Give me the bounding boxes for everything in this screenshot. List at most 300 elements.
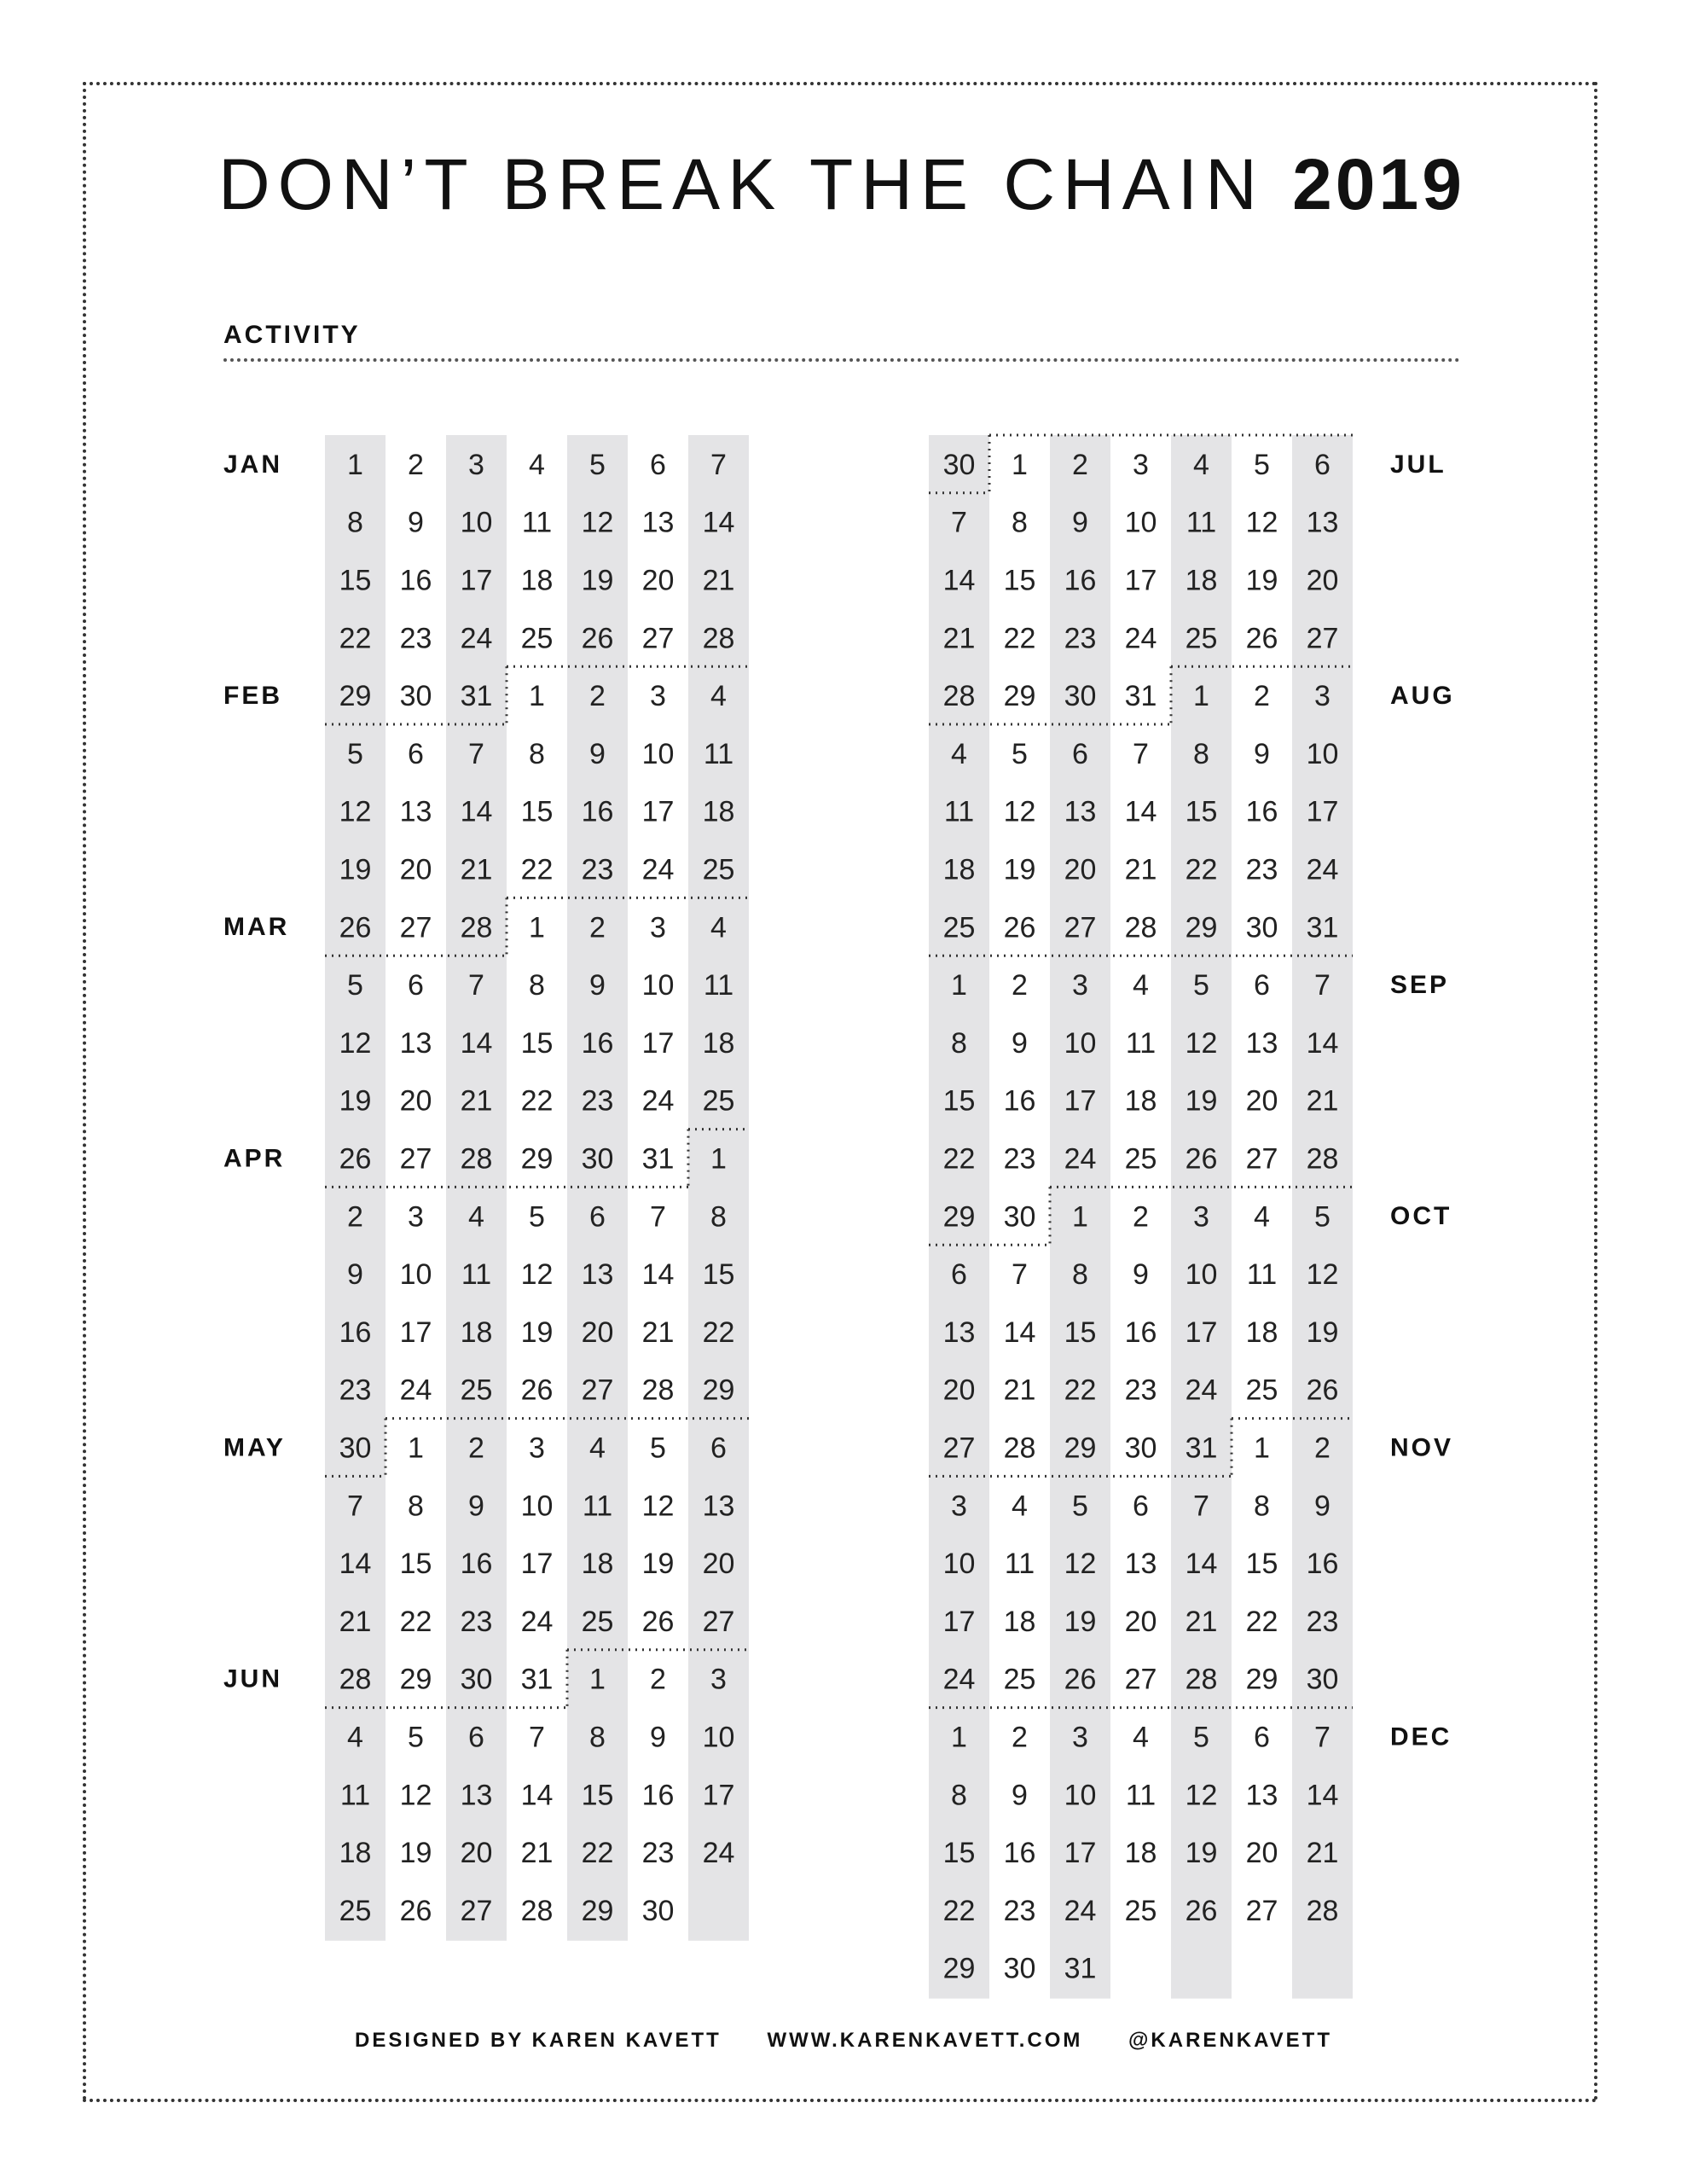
day-cell[interactable]: 21	[942, 622, 976, 655]
day-cell[interactable]: 3	[951, 1490, 967, 1523]
day-cell[interactable]: 1	[529, 911, 545, 944]
day-cell[interactable]: 14	[1124, 795, 1157, 828]
day-cell[interactable]: 13	[581, 1258, 614, 1292]
day-cell[interactable]: 10	[1185, 1258, 1218, 1292]
day-cell[interactable]: 6	[650, 448, 666, 481]
day-cell[interactable]: 24	[641, 1084, 675, 1118]
day-cell[interactable]: 7	[951, 506, 967, 539]
day-cell[interactable]: 28	[460, 1142, 493, 1176]
day-cell[interactable]: 4	[710, 680, 727, 713]
day-cell[interactable]: 25	[942, 911, 976, 944]
day-cell[interactable]: 4	[1254, 1200, 1270, 1234]
day-cell[interactable]: 22	[1064, 1374, 1097, 1407]
day-cell[interactable]: 30	[1003, 1200, 1036, 1234]
day-cell[interactable]: 4	[1012, 1490, 1028, 1523]
day-cell[interactable]: 12	[1185, 1779, 1218, 1812]
day-cell[interactable]: 2	[650, 1663, 666, 1696]
day-cell[interactable]: 19	[1245, 564, 1278, 597]
day-cell[interactable]: 7	[1314, 969, 1330, 1002]
day-cell[interactable]: 24	[399, 1374, 432, 1407]
day-cell[interactable]: 30	[399, 680, 432, 713]
day-cell[interactable]: 22	[942, 1894, 976, 1927]
day-cell[interactable]: 21	[1185, 1605, 1218, 1638]
day-cell[interactable]: 10	[399, 1258, 432, 1292]
day-cell[interactable]: 23	[1003, 1142, 1036, 1176]
day-cell[interactable]: 26	[399, 1894, 432, 1927]
day-cell[interactable]: 5	[1012, 737, 1028, 770]
day-cell[interactable]: 19	[641, 1548, 675, 1581]
day-cell[interactable]: 23	[460, 1605, 493, 1638]
day-cell[interactable]: 5	[1193, 1721, 1209, 1754]
day-cell[interactable]: 26	[1245, 622, 1278, 655]
day-cell[interactable]: 22	[581, 1837, 614, 1870]
day-cell[interactable]: 17	[702, 1779, 735, 1812]
day-cell[interactable]: 14	[520, 1779, 554, 1812]
day-cell[interactable]: 3	[468, 448, 484, 481]
day-cell[interactable]: 1	[529, 680, 545, 713]
day-cell[interactable]: 29	[1064, 1432, 1097, 1465]
day-cell[interactable]: 8	[1193, 737, 1209, 770]
day-cell[interactable]: 15	[1185, 795, 1218, 828]
day-cell[interactable]: 30	[460, 1663, 493, 1696]
day-cell[interactable]: 25	[1185, 622, 1218, 655]
day-cell[interactable]: 12	[339, 1026, 372, 1060]
day-cell[interactable]: 12	[399, 1779, 432, 1812]
day-cell[interactable]: 9	[1254, 737, 1270, 770]
day-cell[interactable]: 23	[1306, 1605, 1339, 1638]
day-cell[interactable]: 20	[399, 853, 432, 886]
day-cell[interactable]: 6	[1254, 969, 1270, 1002]
day-cell[interactable]: 4	[951, 737, 967, 770]
day-cell[interactable]: 30	[1003, 1952, 1036, 1985]
day-cell[interactable]: 1	[408, 1432, 424, 1465]
day-cell[interactable]: 29	[1003, 680, 1036, 713]
day-cell[interactable]: 9	[408, 506, 424, 539]
day-cell[interactable]: 23	[1003, 1894, 1036, 1927]
day-cell[interactable]: 16	[1003, 1084, 1036, 1118]
day-cell[interactable]: 8	[1254, 1490, 1270, 1523]
day-cell[interactable]: 3	[1314, 680, 1330, 713]
day-cell[interactable]: 11	[1125, 1779, 1157, 1812]
day-cell[interactable]: 13	[1245, 1026, 1278, 1060]
day-cell[interactable]: 16	[1245, 795, 1278, 828]
day-cell[interactable]: 7	[710, 448, 727, 481]
day-cell[interactable]: 12	[1185, 1026, 1218, 1060]
day-cell[interactable]: 1	[347, 448, 363, 481]
day-cell[interactable]: 19	[1306, 1316, 1339, 1349]
day-cell[interactable]: 27	[1245, 1142, 1278, 1176]
day-cell[interactable]: 20	[1245, 1837, 1278, 1870]
day-cell[interactable]: 9	[1012, 1779, 1028, 1812]
day-cell[interactable]: 16	[1003, 1837, 1036, 1870]
day-cell[interactable]: 12	[641, 1490, 675, 1523]
day-cell[interactable]: 13	[1306, 506, 1339, 539]
day-cell[interactable]: 25	[460, 1374, 493, 1407]
day-cell[interactable]: 12	[1064, 1548, 1097, 1581]
day-cell[interactable]: 1	[1254, 1432, 1270, 1465]
day-cell[interactable]: 13	[460, 1779, 493, 1812]
day-cell[interactable]: 11	[703, 737, 734, 770]
day-cell[interactable]: 3	[710, 1663, 727, 1696]
day-cell[interactable]: 18	[339, 1837, 372, 1870]
day-cell[interactable]: 21	[460, 853, 493, 886]
day-cell[interactable]: 17	[1124, 564, 1157, 597]
day-cell[interactable]: 28	[1124, 911, 1157, 944]
day-cell[interactable]: 2	[1254, 680, 1270, 713]
day-cell[interactable]: 25	[1124, 1894, 1157, 1927]
day-cell[interactable]: 12	[581, 506, 614, 539]
day-cell[interactable]: 6	[1072, 737, 1088, 770]
day-cell[interactable]: 28	[1185, 1663, 1218, 1696]
day-cell[interactable]: 10	[641, 969, 675, 1002]
day-cell[interactable]: 15	[942, 1084, 976, 1118]
day-cell[interactable]: 14	[460, 1026, 493, 1060]
day-cell[interactable]: 16	[1306, 1548, 1339, 1581]
day-cell[interactable]: 14	[339, 1548, 372, 1581]
day-cell[interactable]: 11	[339, 1779, 371, 1812]
day-cell[interactable]: 12	[520, 1258, 554, 1292]
day-cell[interactable]: 10	[520, 1490, 554, 1523]
day-cell[interactable]: 15	[702, 1258, 735, 1292]
day-cell[interactable]: 27	[460, 1894, 493, 1927]
day-cell[interactable]: 24	[702, 1837, 735, 1870]
day-cell[interactable]: 18	[520, 564, 554, 597]
day-cell[interactable]: 25	[520, 622, 554, 655]
day-cell[interactable]: 1	[589, 1663, 606, 1696]
day-cell[interactable]: 26	[1185, 1894, 1218, 1927]
day-cell[interactable]: 26	[1306, 1374, 1339, 1407]
day-cell[interactable]: 1	[951, 1721, 967, 1754]
day-cell[interactable]: 13	[399, 1026, 432, 1060]
day-cell[interactable]: 24	[1185, 1374, 1218, 1407]
day-cell[interactable]: 26	[581, 622, 614, 655]
day-cell[interactable]: 13	[1245, 1779, 1278, 1812]
day-cell[interactable]: 24	[1064, 1894, 1097, 1927]
day-cell[interactable]: 4	[589, 1432, 606, 1465]
day-cell[interactable]: 18	[1185, 564, 1218, 597]
day-cell[interactable]: 30	[1124, 1432, 1157, 1465]
day-cell[interactable]: 22	[1003, 622, 1036, 655]
day-cell[interactable]: 7	[1133, 737, 1149, 770]
day-cell[interactable]: 24	[460, 622, 493, 655]
day-cell[interactable]: 4	[1133, 1721, 1149, 1754]
day-cell[interactable]: 11	[1004, 1548, 1035, 1581]
day-cell[interactable]: 8	[1012, 506, 1028, 539]
day-cell[interactable]: 8	[1072, 1258, 1088, 1292]
day-cell[interactable]: 14	[1003, 1316, 1036, 1349]
day-cell[interactable]: 19	[399, 1837, 432, 1870]
day-cell[interactable]: 13	[399, 795, 432, 828]
day-cell[interactable]: 28	[942, 680, 976, 713]
day-cell[interactable]: 17	[942, 1605, 976, 1638]
day-cell[interactable]: 26	[339, 911, 372, 944]
day-cell[interactable]: 20	[399, 1084, 432, 1118]
day-cell[interactable]: 12	[1306, 1258, 1339, 1292]
day-cell[interactable]: 19	[520, 1316, 554, 1349]
day-cell[interactable]: 2	[347, 1200, 363, 1234]
day-cell[interactable]: 27	[581, 1374, 614, 1407]
day-cell[interactable]: 22	[1185, 853, 1218, 886]
day-cell[interactable]: 23	[1124, 1374, 1157, 1407]
day-cell[interactable]: 9	[468, 1490, 484, 1523]
day-cell[interactable]: 18	[1003, 1605, 1036, 1638]
day-cell[interactable]: 13	[1124, 1548, 1157, 1581]
day-cell[interactable]: 14	[1306, 1026, 1339, 1060]
day-cell[interactable]: 17	[1064, 1084, 1097, 1118]
day-cell[interactable]: 3	[1133, 448, 1149, 481]
day-cell[interactable]: 31	[1124, 680, 1157, 713]
day-cell[interactable]: 7	[650, 1200, 666, 1234]
day-cell[interactable]: 2	[1012, 969, 1028, 1002]
day-cell[interactable]: 21	[460, 1084, 493, 1118]
day-cell[interactable]: 2	[589, 680, 606, 713]
day-cell[interactable]: 6	[468, 1721, 484, 1754]
day-cell[interactable]: 14	[942, 564, 976, 597]
day-cell[interactable]: 11	[521, 506, 553, 539]
day-cell[interactable]: 17	[641, 795, 675, 828]
day-cell[interactable]: 18	[1245, 1316, 1278, 1349]
day-cell[interactable]: 30	[1306, 1663, 1339, 1696]
day-cell[interactable]: 22	[702, 1316, 735, 1349]
day-cell[interactable]: 15	[520, 795, 554, 828]
day-cell[interactable]: 4	[1133, 969, 1149, 1002]
day-cell[interactable]: 7	[1193, 1490, 1209, 1523]
day-cell[interactable]: 7	[468, 969, 484, 1002]
day-cell[interactable]: 16	[339, 1316, 372, 1349]
day-cell[interactable]: 27	[399, 911, 432, 944]
day-cell[interactable]: 31	[641, 1142, 675, 1176]
day-cell[interactable]: 5	[589, 448, 606, 481]
day-cell[interactable]: 18	[581, 1548, 614, 1581]
day-cell[interactable]: 9	[589, 969, 606, 1002]
day-cell[interactable]: 22	[520, 1084, 554, 1118]
day-cell[interactable]: 29	[520, 1142, 554, 1176]
day-cell[interactable]: 21	[702, 564, 735, 597]
day-cell[interactable]: 15	[1064, 1316, 1097, 1349]
day-cell[interactable]: 19	[339, 1084, 372, 1118]
day-cell[interactable]: 15	[581, 1779, 614, 1812]
day-cell[interactable]: 1	[1072, 1200, 1088, 1234]
day-cell[interactable]: 20	[641, 564, 675, 597]
day-cell[interactable]: 30	[942, 448, 976, 481]
day-cell[interactable]: 5	[529, 1200, 545, 1234]
day-cell[interactable]: 19	[1003, 853, 1036, 886]
day-cell[interactable]: 23	[399, 622, 432, 655]
day-cell[interactable]: 8	[710, 1200, 727, 1234]
day-cell[interactable]: 23	[339, 1374, 372, 1407]
day-cell[interactable]: 6	[710, 1432, 727, 1465]
day-cell[interactable]: 27	[1245, 1894, 1278, 1927]
day-cell[interactable]: 3	[1072, 969, 1088, 1002]
day-cell[interactable]: 31	[1185, 1432, 1218, 1465]
day-cell[interactable]: 10	[702, 1721, 735, 1754]
day-cell[interactable]: 10	[942, 1548, 976, 1581]
day-cell[interactable]: 31	[520, 1663, 554, 1696]
day-cell[interactable]: 11	[582, 1490, 613, 1523]
day-cell[interactable]: 6	[408, 737, 424, 770]
day-cell[interactable]: 13	[702, 1490, 735, 1523]
day-cell[interactable]: 1	[951, 969, 967, 1002]
day-cell[interactable]: 25	[1003, 1663, 1036, 1696]
day-cell[interactable]: 30	[581, 1142, 614, 1176]
day-cell[interactable]: 9	[1012, 1026, 1028, 1060]
day-cell[interactable]: 28	[1003, 1432, 1036, 1465]
day-cell[interactable]: 24	[1124, 622, 1157, 655]
day-cell[interactable]: 17	[520, 1548, 554, 1581]
day-cell[interactable]: 21	[1124, 853, 1157, 886]
day-cell[interactable]: 1	[1012, 448, 1028, 481]
day-cell[interactable]: 8	[529, 969, 545, 1002]
day-cell[interactable]: 8	[589, 1721, 606, 1754]
day-cell[interactable]: 2	[1133, 1200, 1149, 1234]
day-cell[interactable]: 29	[942, 1200, 976, 1234]
day-cell[interactable]: 19	[1064, 1605, 1097, 1638]
day-cell[interactable]: 20	[1064, 853, 1097, 886]
day-cell[interactable]: 27	[1124, 1663, 1157, 1696]
day-cell[interactable]: 2	[589, 911, 606, 944]
day-cell[interactable]: 24	[520, 1605, 554, 1638]
day-cell[interactable]: 15	[399, 1548, 432, 1581]
day-cell[interactable]: 20	[1245, 1084, 1278, 1118]
day-cell[interactable]: 21	[1003, 1374, 1036, 1407]
day-cell[interactable]: 12	[1245, 506, 1278, 539]
day-cell[interactable]: 25	[581, 1605, 614, 1638]
day-cell[interactable]: 2	[468, 1432, 484, 1465]
day-cell[interactable]: 17	[1064, 1837, 1097, 1870]
day-cell[interactable]: 22	[942, 1142, 976, 1176]
day-cell[interactable]: 17	[460, 564, 493, 597]
day-cell[interactable]: 11	[461, 1258, 492, 1292]
day-cell[interactable]: 24	[641, 853, 675, 886]
day-cell[interactable]: 17	[1306, 795, 1339, 828]
day-cell[interactable]: 25	[702, 853, 735, 886]
day-cell[interactable]: 28	[641, 1374, 675, 1407]
day-cell[interactable]: 11	[703, 969, 734, 1002]
day-cell[interactable]: 10	[1064, 1026, 1097, 1060]
day-cell[interactable]: 3	[650, 680, 666, 713]
day-cell[interactable]: 30	[641, 1894, 675, 1927]
day-cell[interactable]: 29	[1185, 911, 1218, 944]
day-cell[interactable]: 29	[1245, 1663, 1278, 1696]
day-cell[interactable]: 28	[460, 911, 493, 944]
day-cell[interactable]: 27	[702, 1605, 735, 1638]
day-cell[interactable]: 16	[641, 1779, 675, 1812]
day-cell[interactable]: 6	[1133, 1490, 1149, 1523]
day-cell[interactable]: 16	[581, 1026, 614, 1060]
day-cell[interactable]: 20	[942, 1374, 976, 1407]
day-cell[interactable]: 2	[408, 448, 424, 481]
day-cell[interactable]: 26	[339, 1142, 372, 1176]
day-cell[interactable]: 19	[1185, 1084, 1218, 1118]
day-cell[interactable]: 27	[1064, 911, 1097, 944]
day-cell[interactable]: 27	[641, 622, 675, 655]
day-cell[interactable]: 18	[460, 1316, 493, 1349]
day-cell[interactable]: 8	[529, 737, 545, 770]
day-cell[interactable]: 9	[1314, 1490, 1330, 1523]
day-cell[interactable]: 1	[710, 1142, 727, 1176]
day-cell[interactable]: 29	[581, 1894, 614, 1927]
day-cell[interactable]: 27	[942, 1432, 976, 1465]
day-cell[interactable]: 5	[1314, 1200, 1330, 1234]
day-cell[interactable]: 14	[702, 506, 735, 539]
day-cell[interactable]: 7	[468, 737, 484, 770]
day-cell[interactable]: 14	[641, 1258, 675, 1292]
day-cell[interactable]: 4	[710, 911, 727, 944]
day-cell[interactable]: 18	[942, 853, 976, 886]
day-cell[interactable]: 30	[1064, 680, 1097, 713]
day-cell[interactable]: 28	[702, 622, 735, 655]
day-cell[interactable]: 11	[1186, 506, 1217, 539]
day-cell[interactable]: 21	[641, 1316, 675, 1349]
day-cell[interactable]: 14	[460, 795, 493, 828]
day-cell[interactable]: 20	[460, 1837, 493, 1870]
day-cell[interactable]: 20	[1124, 1605, 1157, 1638]
day-cell[interactable]: 2	[1072, 448, 1088, 481]
day-cell[interactable]: 5	[347, 969, 363, 1002]
day-cell[interactable]: 5	[650, 1432, 666, 1465]
day-cell[interactable]: 15	[1003, 564, 1036, 597]
day-cell[interactable]: 9	[1072, 506, 1088, 539]
day-cell[interactable]: 8	[951, 1779, 967, 1812]
day-cell[interactable]: 12	[339, 795, 372, 828]
day-cell[interactable]: 11	[1125, 1026, 1157, 1060]
day-cell[interactable]: 20	[1306, 564, 1339, 597]
day-cell[interactable]: 26	[1064, 1663, 1097, 1696]
day-cell[interactable]: 30	[1245, 911, 1278, 944]
day-cell[interactable]: 12	[1003, 795, 1036, 828]
day-cell[interactable]: 9	[589, 737, 606, 770]
day-cell[interactable]: 8	[951, 1026, 967, 1060]
day-cell[interactable]: 19	[581, 564, 614, 597]
day-cell[interactable]: 2	[1314, 1432, 1330, 1465]
day-cell[interactable]: 15	[520, 1026, 554, 1060]
day-cell[interactable]: 25	[1245, 1374, 1278, 1407]
day-cell[interactable]: 23	[1245, 853, 1278, 886]
day-cell[interactable]: 7	[347, 1490, 363, 1523]
day-cell[interactable]: 28	[339, 1663, 372, 1696]
day-cell[interactable]: 4	[1193, 448, 1209, 481]
day-cell[interactable]: 7	[529, 1721, 545, 1754]
day-cell[interactable]: 27	[1306, 622, 1339, 655]
day-cell[interactable]: 16	[581, 795, 614, 828]
day-cell[interactable]: 3	[1193, 1200, 1209, 1234]
day-cell[interactable]: 17	[641, 1026, 675, 1060]
day-cell[interactable]: 3	[650, 911, 666, 944]
day-cell[interactable]: 21	[339, 1605, 372, 1638]
day-cell[interactable]: 18	[1124, 1837, 1157, 1870]
day-cell[interactable]: 25	[339, 1894, 372, 1927]
day-cell[interactable]: 6	[1314, 448, 1330, 481]
day-cell[interactable]: 20	[702, 1548, 735, 1581]
day-cell[interactable]: 28	[1306, 1142, 1339, 1176]
day-cell[interactable]: 6	[589, 1200, 606, 1234]
day-cell[interactable]: 22	[339, 622, 372, 655]
day-cell[interactable]: 22	[520, 853, 554, 886]
day-cell[interactable]: 17	[1185, 1316, 1218, 1349]
day-cell[interactable]: 15	[1245, 1548, 1278, 1581]
day-cell[interactable]: 3	[408, 1200, 424, 1234]
day-cell[interactable]: 29	[339, 680, 372, 713]
day-cell[interactable]: 5	[347, 737, 363, 770]
day-cell[interactable]: 4	[347, 1721, 363, 1754]
day-cell[interactable]: 14	[1185, 1548, 1218, 1581]
day-cell[interactable]: 13	[1064, 795, 1097, 828]
day-cell[interactable]: 16	[399, 564, 432, 597]
day-cell[interactable]: 19	[339, 853, 372, 886]
day-cell[interactable]: 13	[942, 1316, 976, 1349]
day-cell[interactable]: 1	[1193, 680, 1209, 713]
day-cell[interactable]: 27	[399, 1142, 432, 1176]
